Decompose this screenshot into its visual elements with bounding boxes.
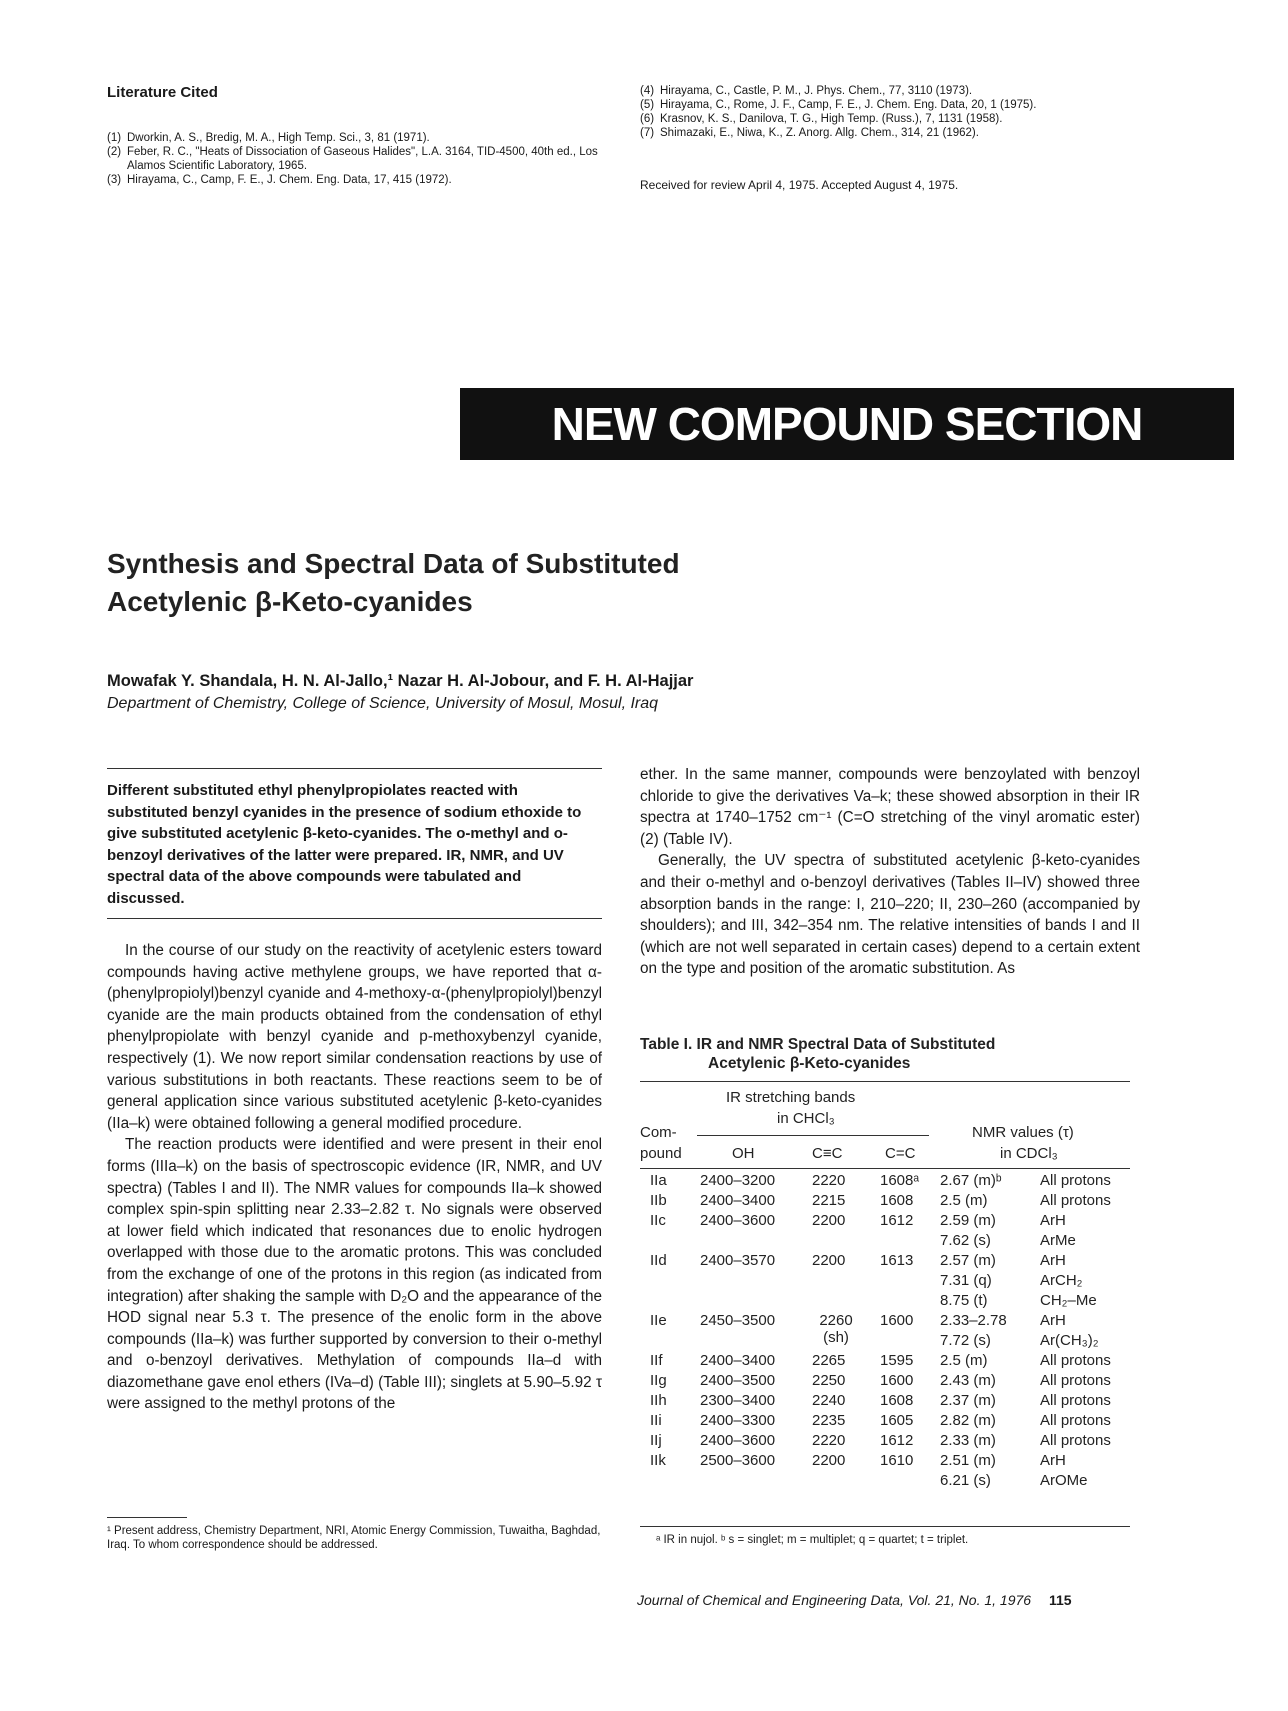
table-cell-oh: 2400–3300 xyxy=(700,1412,776,1429)
abstract-bottom-rule xyxy=(107,918,602,919)
table-cell-compound: IIc xyxy=(650,1212,666,1229)
reference-list-right xyxy=(640,84,1140,140)
title-line-1: Synthesis and Spectral Data of Substituted xyxy=(107,548,680,579)
table-cell-nmr-value: 7.72 (s) xyxy=(940,1332,991,1349)
table-cell-double-bond: 1612 xyxy=(880,1432,914,1449)
table-cell-double-bond: 1605 xyxy=(880,1412,914,1429)
table-bottom-rule xyxy=(640,1526,1130,1527)
table-cell-triple-bond: 2215 xyxy=(812,1192,846,1209)
footnote-rule xyxy=(107,1517,187,1518)
journal-footer xyxy=(637,1592,1072,1608)
table-cell-triple-bond: 2235 xyxy=(812,1412,846,1429)
nmr-header-line-2: in CDCl₃ xyxy=(1000,1145,1058,1162)
table-cell-nmr-assignment: All protons xyxy=(1040,1432,1111,1449)
body-paragraph: The reaction products were identified and were present in their enol forms (IIIa–k) on the basis of spectroscopic evidence (IR, NMR, and UV spectra) (Tables I and II). The NMR values for compounds IIa–k showed complex spin-spin splitting near 2.33–2.82 τ. No signals were observed at lower field which indicated that resonances due to enolic hydrogen overlapped with those due to the aromatic protons. This was concluded from the exchange of one of the protons in this region (as indicated from integration) after shaking the sample with D₂O and the appearance of the HOD signal near 5.3 τ. The presence of the enolic form in the above compounds (IIa–k) was further supported by conversion to their o-methyl and o-benzoyl derivatives. Methylation of compounds IIa–d with diazomethane gave enol ethers (IVa–d) (Table III); singlets at 5.90–5.92 τ were assigned to the methyl protons of the xyxy=(107,1136,602,1413)
table-cell-compound: IIa xyxy=(650,1172,667,1189)
table-cell-double-bond: 1595 xyxy=(880,1352,914,1369)
reference-list-left xyxy=(107,131,602,187)
table-cell-double-bond: 1612 xyxy=(880,1212,914,1229)
table-cell-double-bond: 1600 xyxy=(880,1312,914,1329)
table-cell-double-bond: 1608ᵃ xyxy=(880,1172,919,1189)
body-paragraph: ether. In the same manner, compounds were benzoylated with benzoyl chloride to give the derivatives Va–k; these showed absorption in their IR spectra at 1740–1752 cm⁻¹ (C=O stretching of the vinyl aromatic ester) (2) (Table IV). xyxy=(640,766,1140,848)
journal-citation: Journal of Chemical and Engineering Data, Vol. 21, No. 1, 1976 xyxy=(637,1592,1032,1608)
table-cell-compound: IIh xyxy=(650,1392,667,1409)
table-cell-nmr-assignment: ArH xyxy=(1040,1452,1066,1469)
table-cell-oh: 2400–3400 xyxy=(700,1192,776,1209)
oh-header: OH xyxy=(732,1145,755,1162)
table-caption: Table I. IR and NMR Spectral Data of Substituted xyxy=(640,1036,996,1053)
table-cell-double-bond: 1608 xyxy=(880,1192,914,1209)
page-number: 115 xyxy=(1048,1592,1072,1608)
article-title xyxy=(107,545,680,621)
table-cell-nmr-assignment: All protons xyxy=(1040,1392,1111,1409)
reference-item: (1) Dworkin, A. S., Bredig, M. A., High Temp. Sci., 3, 81 (1971). xyxy=(107,132,430,144)
abstract-top-rule xyxy=(107,768,602,769)
table-cell-nmr-value: 7.62 (s) xyxy=(940,1232,991,1249)
table-cell-nmr-assignment: Ar(CH₃)₂ xyxy=(1040,1332,1099,1349)
ir-group-rule xyxy=(697,1135,929,1136)
table-cell-nmr-assignment: ArH xyxy=(1040,1212,1066,1229)
table-top-rule xyxy=(640,1081,1130,1082)
reference-item: (5) Hirayama, C., Rome, J. F., Camp, F. E., J. Chem. Eng. Data, 20, 1 (1975). xyxy=(640,99,1037,111)
table-cell-compound: IIe xyxy=(650,1312,667,1329)
table-cell-compound: IIk xyxy=(650,1452,666,1469)
table-cell-triple-bond: 2220 xyxy=(812,1172,846,1189)
author-footnote: ¹ Present address, Chemistry Department, NRI, Atomic Energy Commission, Tuwaitha, Baghdad, Iraq. To whom correspondence should be addressed. xyxy=(107,1525,601,1551)
reference-item: (4) Hirayama, C., Castle, P. M., J. Phys. Chem., 77, 3110 (1973). xyxy=(640,85,973,97)
table-cell-oh: 2400–3600 xyxy=(700,1212,776,1229)
table-cell-nmr-assignment: CH₂–Me xyxy=(1040,1292,1097,1309)
table-cell-oh: 2300–3400 xyxy=(700,1392,776,1409)
reference-item: (7) Shimazaki, E., Niwa, K., Z. Anorg. Allg. Chem., 314, 21 (1962). xyxy=(640,127,979,139)
table-cell-nmr-assignment: ArH xyxy=(1040,1312,1066,1329)
reference-item: (2) Feber, R. C., "Heats of Dissociation of Gaseous Halides", L.A. 3164, TID-4500, 40th ed., Los Alamos Scientific Laboratory, 1965. xyxy=(107,146,598,172)
table-cell-triple-bond: 2200 xyxy=(812,1212,846,1229)
ir-group-header-line-2: in CHCl₃ xyxy=(777,1110,835,1127)
compound-header-line-2: pound xyxy=(640,1145,682,1162)
table-cell-nmr-value: 2.37 (m) xyxy=(940,1392,996,1409)
table-header-rule xyxy=(640,1168,1130,1169)
table-cell-compound: IIg xyxy=(650,1372,667,1389)
table-cell-oh: 2400–3500 xyxy=(700,1372,776,1389)
table-cell-nmr-value: 2.51 (m) xyxy=(940,1452,996,1469)
table-cell-oh: 2450–3500 xyxy=(700,1312,776,1329)
table-cell-double-bond: 1613 xyxy=(880,1252,914,1269)
table-cell-triple-bond: 2260 (sh) xyxy=(819,1312,853,1346)
table-cell-nmr-value: 2.5 (m) xyxy=(940,1192,988,1209)
table-cell-triple-bond: 2265 xyxy=(812,1352,846,1369)
table-cell-oh: 2400–3200 xyxy=(700,1172,776,1189)
literature-cited-heading: Literature Cited xyxy=(107,84,218,101)
table-cell-nmr-value: 7.31 (q) xyxy=(940,1272,992,1289)
abstract: Different substituted ethyl phenylpropiolates reacted with substituted benzyl cyanides in the presence of sodium ethoxide to give substituted acetylenic β-keto-cyanides. The o-methyl and o-benzoyl derivatives of the latter were prepared. IR, NMR, and UV spectral data of the above compounds were tabulated and discussed. xyxy=(107,782,582,907)
table-cell-triple-bond: 2220 xyxy=(812,1432,846,1449)
table-cell-triple-bond: 2240 xyxy=(812,1392,846,1409)
body-column-right xyxy=(640,764,1140,980)
table-cell-nmr-value: 8.75 (t) xyxy=(940,1292,988,1309)
section-banner: NEW COMPOUND SECTION xyxy=(460,388,1234,460)
table-cell-nmr-value: 2.82 (m) xyxy=(940,1412,996,1429)
table-cell-nmr-assignment: ArMe xyxy=(1040,1232,1076,1249)
table-cell-nmr-value: 2.43 (m) xyxy=(940,1372,996,1389)
table-cell-nmr-assignment: All protons xyxy=(1040,1372,1111,1389)
received-note: Received for review April 4, 1975. Accepted August 4, 1975. xyxy=(640,178,959,192)
table-cell-double-bond: 1608 xyxy=(880,1392,914,1409)
body-paragraph: In the course of our study on the reactivity of acetylenic esters toward compounds having active methylene groups, we have reported that α-(phenylpropiolyl)benzyl cyanide and 4-methoxy-α-(phenylpropiolyl)benzyl cyanide are the main products obtained from the condensation of ethyl phenylpropiolate with benzyl cyanide and p-methoxybenzyl cyanide, respectively (1). We now report similar condensation reactions by use of various substitutions in both reactants. These reactions seem to be of general application since various substituted acetylenic β-keto-cyanides (IIa–k) were obtained following a general modified procedure. xyxy=(107,942,602,1132)
ir-group-header: IR stretching bands xyxy=(726,1089,856,1106)
table-cell-double-bond: 1600 xyxy=(880,1372,914,1389)
affiliation: Department of Chemistry, College of Science, University of Mosul, Mosul, Iraq xyxy=(107,695,659,712)
table-cell-nmr-assignment: All protons xyxy=(1040,1192,1111,1209)
table-cell-nmr-value: 6.21 (s) xyxy=(940,1472,991,1489)
table-cell-nmr-assignment: All protons xyxy=(1040,1352,1111,1369)
table-cell-nmr-value: 2.57 (m) xyxy=(940,1252,996,1269)
table-cell-compound: IIf xyxy=(650,1352,663,1369)
nmr-header: NMR values (τ) xyxy=(972,1124,1074,1141)
table-cell-nmr-assignment: ArH xyxy=(1040,1252,1066,1269)
author-list: Mowafak Y. Shandala, H. N. Al-Jallo,¹ Nazar H. Al-Jobour, and F. H. Al-Hajjar xyxy=(107,672,694,690)
double-bond-header: C=C xyxy=(885,1145,916,1162)
table-caption-line-2: Acetylenic β-Keto-cyanides xyxy=(708,1055,911,1072)
table-cell-compound: IIj xyxy=(650,1432,662,1449)
table-cell-nmr-value: 2.33–2.78 xyxy=(940,1312,1007,1329)
table-cell-triple-bond: 2200 xyxy=(812,1452,846,1469)
table-cell-nmr-assignment: All protons xyxy=(1040,1172,1111,1189)
table-footnote: ᵃ IR in nujol. ᵇ s = singlet; m = multiplet; q = quartet; t = triplet. xyxy=(656,1534,969,1546)
table-cell-nmr-assignment: All protons xyxy=(1040,1412,1111,1429)
table-cell-oh: 2500–3600 xyxy=(700,1452,776,1469)
table-cell-oh: 2400–3600 xyxy=(700,1432,776,1449)
table-cell-nmr-assignment: ArOMe xyxy=(1040,1472,1088,1489)
table-cell-compound: IIi xyxy=(650,1412,662,1429)
table-cell-nmr-value: 2.33 (m) xyxy=(940,1432,996,1449)
table-cell-double-bond: 1610 xyxy=(880,1452,914,1469)
table-cell-compound: IIb xyxy=(650,1192,667,1209)
table-cell-oh: 2400–3400 xyxy=(700,1352,776,1369)
table-cell-compound: IId xyxy=(650,1252,667,1269)
body-column-left xyxy=(107,940,602,1415)
compound-header: Com- xyxy=(640,1124,677,1141)
table-cell-nmr-value: 2.67 (m)ᵇ xyxy=(940,1172,1002,1189)
body-paragraph: Generally, the UV spectra of substituted acetylenic β-keto-cyanides and their o-methyl and o-benzoyl derivatives (Tables II–IV) showed three absorption bands in the range: I, 210–220; II, 230–260 (accompanied by shoulders); and III, 342–354 nm. The relative intensities of bands I and II (which are not well separated in certain cases) depend to a certain extent on the type and position of the aromatic substitution. As xyxy=(640,852,1140,978)
triple-bond-header: C≡C xyxy=(812,1145,843,1162)
table-cell-nmr-value: 2.5 (m) xyxy=(940,1352,988,1369)
table-cell-oh: 2400–3570 xyxy=(700,1252,776,1269)
table-cell-nmr-assignment: ArCH₂ xyxy=(1040,1272,1083,1289)
table-cell-triple-bond: 2200 xyxy=(812,1252,846,1269)
title-line-2: Acetylenic β-Keto-cyanides xyxy=(107,586,473,617)
reference-item: (6) Krasnov, K. S., Danilova, T. G., High Temp. (Russ.), 7, 1131 (1958). xyxy=(640,113,1003,125)
reference-item: (3) Hirayama, C., Camp, F. E., J. Chem. Eng. Data, 17, 415 (1972). xyxy=(107,174,452,186)
table-cell-nmr-value: 2.59 (m) xyxy=(940,1212,996,1229)
table-cell-triple-bond: 2250 xyxy=(812,1372,846,1389)
